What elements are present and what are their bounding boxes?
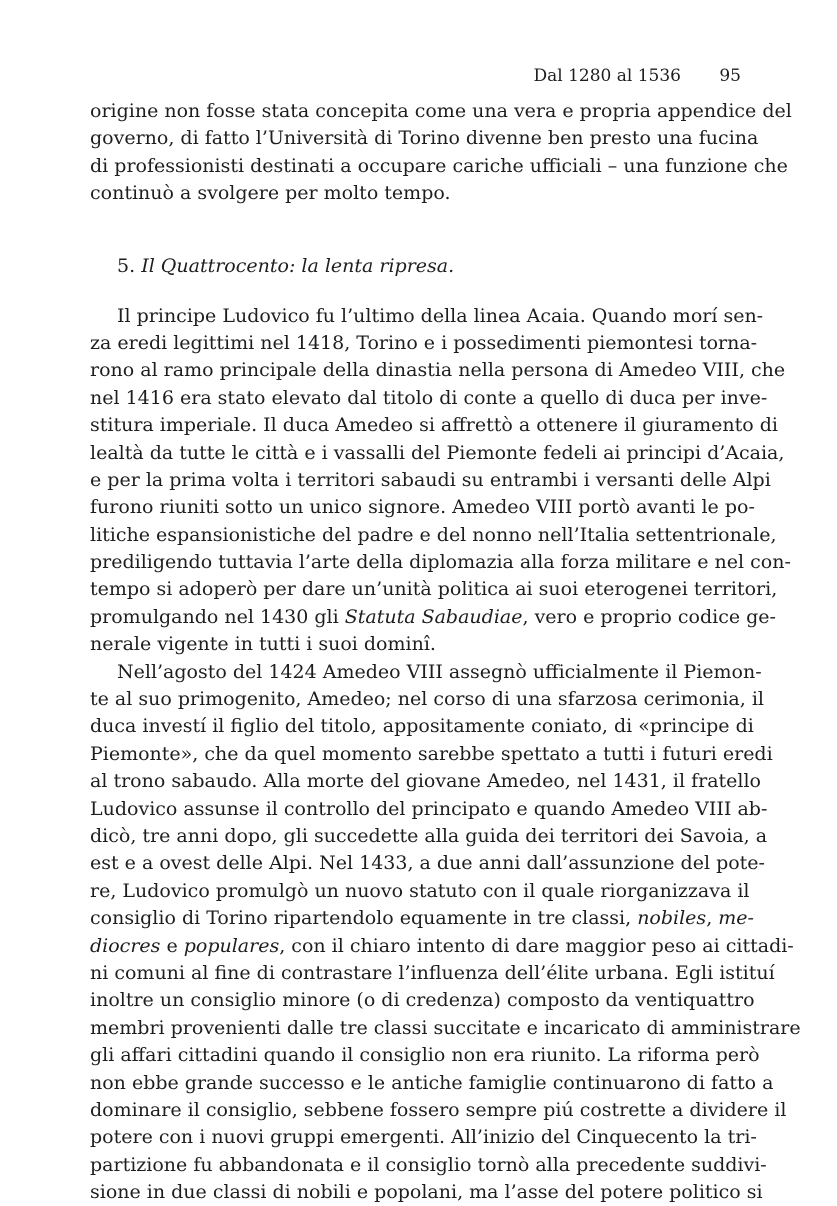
text-line: sione in due classi di nobili e popolani, ma l’asse del potere politico si — [90, 1181, 763, 1204]
text-line: potere con i nuovi gruppi emergenti. All’inizio del Cinquecento la tri- — [90, 1126, 757, 1149]
section-number: 5. — [117, 254, 136, 277]
body-text — [90, 98, 801, 1206]
italic-term: populares — [183, 934, 280, 957]
text-line: za eredi legittimi nel 1418, Torino e i possedimenti piemontesi torna- — [90, 331, 758, 354]
text-run: promulgando nel 1430 gli — [90, 605, 345, 628]
text-line: e per la prima volta i territori sabaudi su entrambi i versanti delle Alpi — [90, 468, 771, 491]
text-line: dicò, tre anni dopo, gli succedette alla guida dei territori dei Savoia, a — [90, 824, 768, 847]
text-line: di professionisti destinati a occupare cariche ufficiali – una funzione che — [90, 154, 788, 177]
paragraph — [90, 303, 791, 659]
text-line: rono al ramo principale della dinastia nella persona di Amedeo VIII, che — [90, 359, 786, 382]
text-line: membri provenienti dalle tre classi succitate e incaricato di amministrare — [90, 1016, 801, 1039]
italic-term: me- — [718, 907, 754, 930]
text-line: origine non fosse stata concepita come una vera e propria appendice del — [90, 100, 792, 122]
text-line: nel 1416 era stato elevato dal titolo di conte a quello di duca per inve- — [90, 386, 768, 409]
text-run: , vero e proprio codice ge- — [522, 605, 776, 628]
section-title: Il Quattrocento: la lenta ripresa. — [141, 254, 455, 277]
italic-title: Statuta Sabaudiae — [344, 605, 523, 628]
paragraph — [90, 659, 801, 1206]
text-run: e — [160, 934, 184, 957]
text-line: lealtà da tutte le città e i vassalli del Piemonte fedeli ai principi d’Acaia, — [90, 441, 785, 464]
text-line: stitura imperiale. Il duca Amedeo si affrettò a ottenere il giuramento di — [90, 414, 778, 437]
text-run: , — [706, 907, 719, 930]
italic-term: diocres — [90, 934, 161, 957]
text-line: te al suo primogenito, Amedeo; nel corso di una sfarzosa cerimonia, il — [90, 688, 764, 711]
text-line: Il principe Ludovico fu l’ultimo della linea Acaia. Quando morí sen- — [117, 304, 764, 327]
page-number: 95 — [719, 66, 741, 86]
text-line: dominare il consiglio, sebbene fossero sempre piú costrette a dividere il — [90, 1098, 787, 1121]
text-line — [90, 933, 794, 960]
running-title: Dal 1280 al 1536 — [533, 66, 681, 86]
text-line: furono riuniti sotto un unico signore. Amedeo VIII portò avanti le po- — [90, 496, 755, 519]
italic-term: nobiles — [637, 907, 707, 930]
text-line: continuò a svolgere per molto tempo. — [90, 182, 451, 205]
text-line: governo, di fatto l’Università di Torino divenne ben presto una fucina — [90, 127, 759, 150]
text-line: prediligendo tuttavia l’arte della diplomazia alla forza militare e nel con- — [90, 551, 791, 574]
text-line: partizione fu abbandonata e il consiglio tornò alla precedente suddivi- — [90, 1153, 767, 1176]
text-line: inoltre un consiglio minore (o di credenza) composto da ventiquattro — [90, 989, 755, 1012]
text-run: consiglio di Torino ripartendolo equamente in tre classi, — [90, 907, 638, 930]
text-line — [90, 604, 776, 631]
text-line: non ebbe grande successo e le antiche famiglie continuarono di fatto a — [90, 1071, 774, 1094]
text-line: Nell’agosto del 1424 Amedeo VIII assegnò ufficialmente il Piemon- — [117, 660, 762, 683]
text-line: Piemonte», che da quel momento sarebbe spettato a tutti i futuri eredi — [90, 742, 773, 765]
text-run: , con il chiaro intento di dare maggior peso ai cittadi- — [279, 934, 794, 957]
text-line: tempo si adoperò per dare un’unità politica ai suoi eterogenei territori, — [90, 578, 778, 601]
text-line: ni comuni al fine di contrastare l’influenza dell’élite urbana. Egli istituí — [90, 961, 775, 984]
text-line: re, Ludovico promulgò un nuovo statuto con il quale riorganizzava il — [90, 879, 750, 902]
text-line: al trono sabaudo. Alla morte del giovane Amedeo, nel 1431, il fratello — [90, 770, 761, 793]
running-head — [90, 64, 741, 88]
text-line: nerale vigente in tutti i suoi dominî. — [90, 633, 436, 656]
text-line: Ludovico assunse il controllo del principato e quando Amedeo VIII ab- — [90, 797, 768, 820]
section-heading — [90, 251, 741, 281]
text-line: gli affari cittadini quando il consiglio non era riunito. La riforma però — [90, 1044, 760, 1067]
text-line — [90, 905, 754, 932]
text-line: duca investí il figlio del titolo, appositamente coniato, di «principe di — [90, 715, 754, 738]
paragraph-continuation — [90, 98, 792, 208]
text-line: litiche espansionistiche del padre e del nonno nell’Italia settentrionale, — [90, 523, 777, 546]
text-line: est e a ovest delle Alpi. Nel 1433, a due anni dall’assunzione del pote- — [90, 852, 765, 875]
